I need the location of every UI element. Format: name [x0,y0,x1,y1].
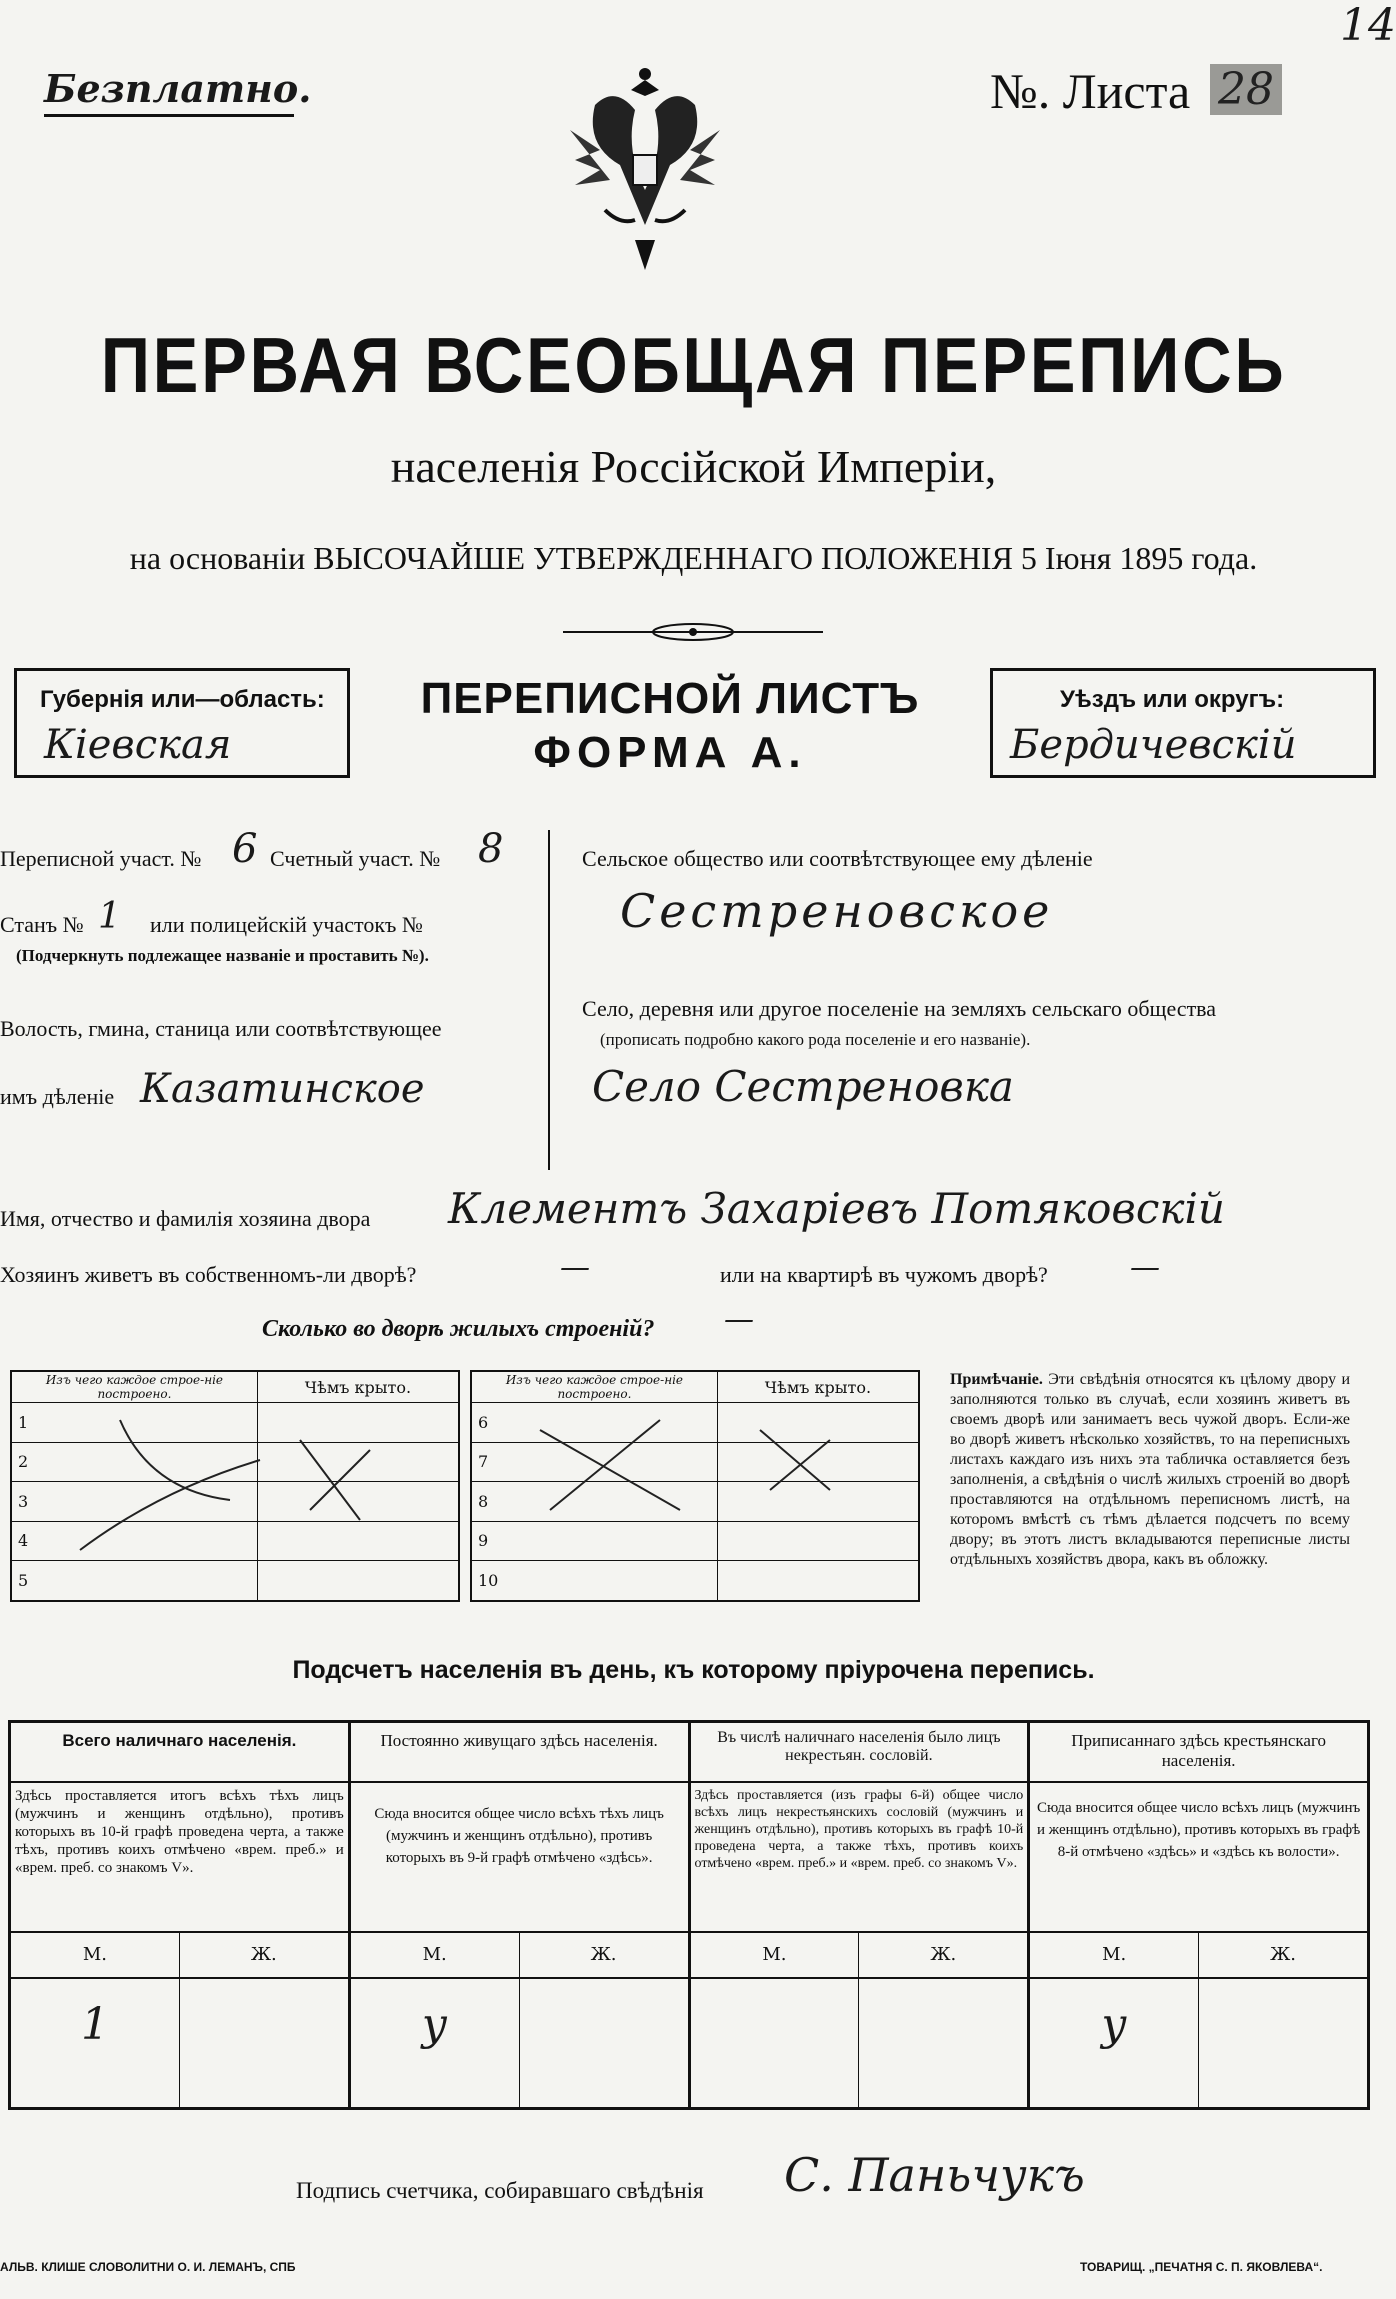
roof-header: Чѣмъ крыто. [717,1371,919,1403]
corner-number: 14 [1340,0,1396,51]
footer-right: ТОВАРИЩ. „ПЕЧАТНЯ С. П. ЯКОВЛЕВА“. [1080,2260,1323,2274]
pop-col-head: Въ числѣ наличнаго населенія было лицъ некрестьян. сословій. [691,1723,1028,1783]
pop-f-header: Ж. [930,1944,957,1965]
free-underline [44,114,294,117]
table-row: 2 [11,1442,257,1482]
pop-col-desc: Сюда вносится общее число всѣхъ тѣхъ лицъ (мужчинъ и женщинъ отдѣльно), противъ которыхъ въ 9-й графѣ отмѣчено «здѣсь». [351,1783,688,1933]
buildings-value: — [724,1302,754,1337]
count-section-value: 8 [478,826,504,872]
pop-m-header: М. [351,1933,520,1977]
roof-header: Чѣмъ крыто. [257,1371,459,1403]
pop-col-permanent [351,1723,691,2107]
table-row: 8 [471,1482,717,1522]
table-row: 1 [11,1403,257,1443]
signature-label: Подпись счетчика, собиравшаго свѣдѣнія [296,2178,704,2203]
stan-label: Станъ № [0,912,84,937]
underline-note: (Подчеркнуть подлежащее названіе и проставить №). [16,946,429,965]
free-label: Безплатно. [44,66,312,111]
table-row: 7 [471,1442,717,1482]
volost-label: Волость, гмина, станица или соотвѣтствующее [0,1016,442,1041]
table-row: 9 [471,1521,717,1561]
table-row: 6 [471,1403,717,1443]
village-value: Село Сестреновка [592,1062,1014,1111]
population-table [8,1720,1370,2110]
society-value: Сестреновское [620,884,1054,938]
province-label: Губернія или—область: [40,686,325,713]
pop-f-value [180,1979,348,2107]
pop-f-header: Ж. [1270,1944,1297,1965]
buildings-label: Сколько во дворѣ жилыхъ строеній? [262,1316,655,1342]
rented-value: — [1130,1250,1160,1285]
pop-col-desc: Здѣсь проставляется (изъ графы 6-й) общее число всѣхъ лицъ некрестьянскихъ сословій (мужчинъ и женщинъ отдѣльно), противъ которыхъ въ графѣ 10-й проведена черта, а также тѣхъ, противъ коихъ отмѣчено «врем. преб.» и «врем. преб. со знакомъ V». [691,1783,1028,1933]
village-label: Село, деревня или другое поселеніе на земляхъ сельскаго общества [582,996,1217,1021]
owner-name-value: Клементъ Захаріевъ Потяковскій [448,1184,1225,1233]
pop-f-value [859,1979,1027,2107]
pop-col-head: Постоянно живущаго здѣсь населенія. [351,1723,688,1783]
table-row: 5 [11,1561,257,1601]
sheet-number-value: 28 [1210,64,1282,115]
block-divider [548,830,550,1170]
subtitle: населенія Россійской Имперіи, [390,441,997,492]
pop-m-value [691,1979,860,2107]
pop-f-header: Ж. [590,1944,617,1965]
pop-f-value [1199,1979,1367,2107]
imperial-eagle-emblem [565,60,725,280]
table-row: 10 [471,1561,717,1601]
population-title: Подсчетъ населенія въ день, къ которому пріурочена перепись. [292,1656,1095,1684]
pop-m-value: у [351,1979,520,2107]
strike-marks-right [470,1400,920,1600]
strike-marks-left [10,1400,460,1600]
note-text: Эти свѣдѣнія относятся къ цѣлому двору и заполняются только въ случаѣ, если хозяинъ живетъ въ своемъ дворѣ или занимаетъ весь чужой дворъ. Если-же во дворѣ живетъ нѣсколько хозяйствъ, то на переписныхъ листахъ каждаго изъ нихъ эта табличка оставляется безъ заполненія, а свѣдѣнія о числѣ жилыхъ строеній во дворѣ проставляются на отдѣльномъ переписномъ листѣ, на которомъ вмѣстѣ съ тѣмъ дѣлается подсчетъ по всему двору; въ этотъ листъ вкладываются переписные листы отдѣльныхъ хозяйствъ двора, какъ въ обложку. [950,1371,1351,1568]
stan-value: 1 [98,896,121,937]
volost-label-2: имъ дѣленіе [0,1084,115,1109]
pop-col-head: Приписаннаго здѣсь крестьянскаго населенія. [1030,1723,1367,1783]
note-title: Примѣчаніе. [950,1371,1043,1388]
rented-label: или на квартирѣ въ чужомъ дворѣ? [720,1262,1048,1287]
footer-left: АЛЬВ. КЛИШЕ СЛОВОЛИТНИ О. И. ЛЕМАНЪ, СПБ [0,2260,296,2274]
pop-m-header: М. [691,1933,860,1977]
pop-col-desc: Сюда вносится общее число всѣхъ лицъ (мужчинъ и женщинъ отдѣльно), противъ которыхъ въ графѣ 8-й отмѣчено «здѣсь» и «здѣсь къ волости». [1030,1783,1367,1933]
pop-col-total [11,1723,351,2107]
own-yard-label: Хозяинъ живетъ въ собственномъ-ли дворѣ? [0,1262,417,1287]
volost-value: Казатинское [140,1066,425,1112]
note-block [950,1370,1350,1570]
pop-col-head: Всего наличнаго населенія. [11,1723,348,1783]
police-label: или полицейскій участокъ № [150,912,423,937]
census-section-value: 6 [232,826,258,872]
pop-m-header: М. [1030,1933,1199,1977]
pop-col-registered [1030,1723,1367,2107]
pop-m-value: 1 [11,1979,180,2107]
pop-f-header: Ж. [250,1944,277,1965]
province-value: Кіевская [44,722,232,768]
owner-name-label: Имя, отчество и фамилія хозяина двора [0,1206,371,1231]
census-section-label: Переписной участ. № [0,846,202,871]
ornament-divider [563,620,823,644]
pop-col-desc: Здѣсь проставляется итогъ всѣхъ тѣхъ лицъ (мужчинъ и женщинъ отдѣльно), противъ которыхъ въ 10-й графѣ проведена черта, а также тѣхъ, противъ коихъ отмѣчено «врем. преб.» и «врем. преб. со знакомъ V». [11,1783,348,1933]
pop-m-header: М. [11,1933,180,1977]
pop-col-nonpeasant [691,1723,1031,2107]
form-title: ПЕРЕПИСНОЙ ЛИСТЪ [420,674,920,723]
sheet-number-label: №. Листа [990,63,1191,119]
count-section-label: Счетный участ. № [270,846,441,871]
signature-value: С. Паньчукъ [784,2148,1085,2202]
pop-f-value [520,1979,688,2107]
material-header: Изъ чего каждое строе-ніе построено. [11,1371,257,1403]
own-yard-value: — [560,1250,590,1285]
district-label: Уѣздъ или округъ: [1060,686,1285,713]
table-row: 4 [11,1521,257,1561]
table-row: 3 [11,1482,257,1522]
society-label: Сельское общество или соотвѣтствующее ему дѣленіе [582,846,1093,871]
pop-m-value: у [1030,1979,1199,2107]
village-note: (прописать подробно какого рода поселеніе и его названіе). [600,1030,1031,1049]
form-name: ФОРМА А. [533,728,807,777]
material-header: Изъ чего каждое строе-ніе построено. [471,1371,717,1403]
basis-line: на основаніи ВЫСОЧАЙШЕ УТВЕРЖДЕННАГО ПОЛОЖЕНІЯ 5 Іюня 1895 года. [129,540,1258,576]
district-value: Бердичевскій [1010,722,1297,768]
main-title: ПЕРВАЯ ВСЕОБЩАЯ ПЕРЕПИСЬ [100,321,1287,409]
